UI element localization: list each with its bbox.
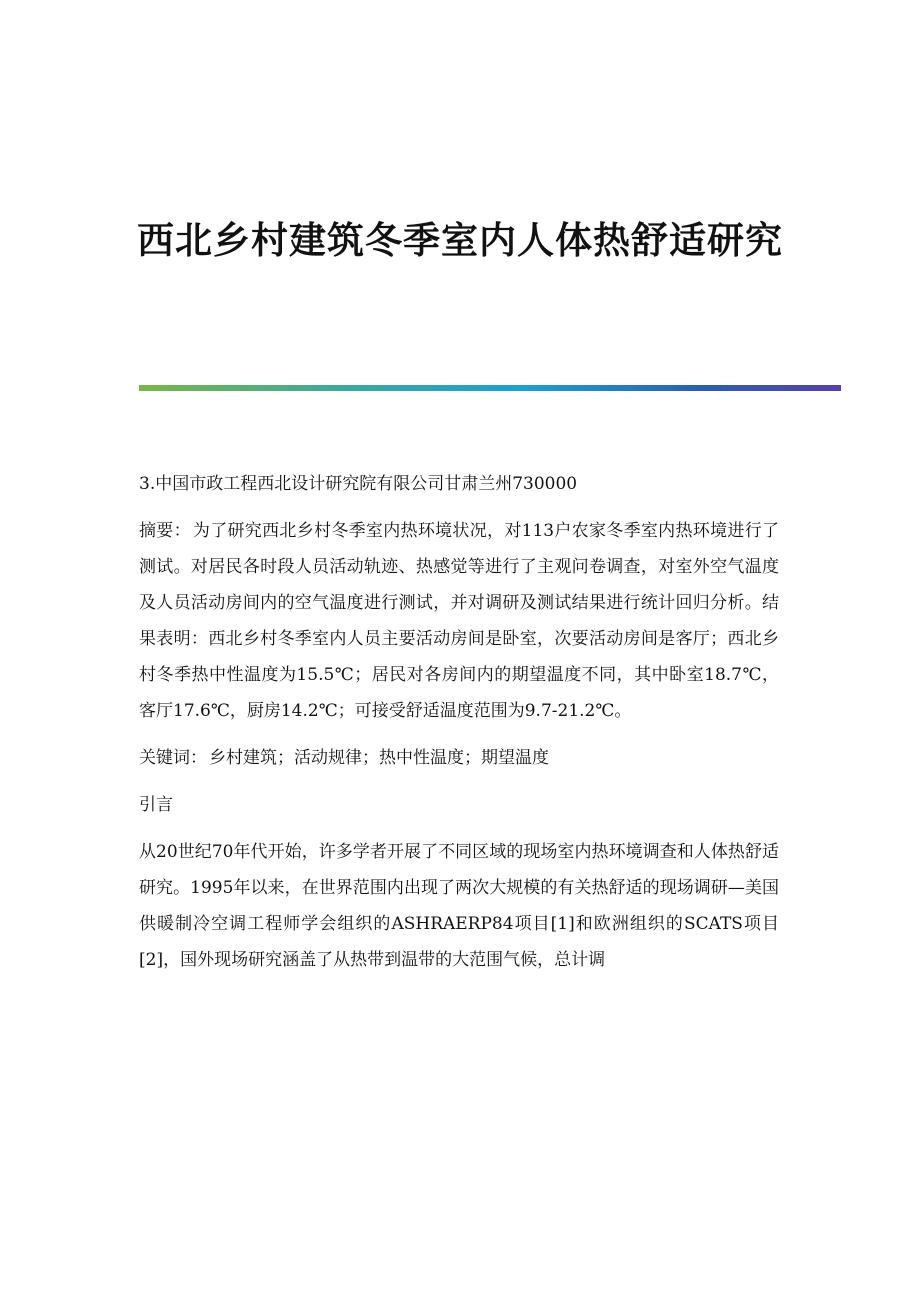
abstract-text: 为了研究西北乡村冬季室内热环境状况，对113户农家冬季室内热环境进行了测试。对居民各时段人员活动轨迹、热感觉等进行了主观问卷调查，对室外空气温度及人员活动房间内的空气温度进行测试，并对调研及测试结果进行统计回归分析。结果表明：西北乡村冬季室内人员主要活动房间是卧室，次要活动房间是客厅；西北乡村冬季热中性温度为15.5℃；居民对各房间内的期望温度不同，其中卧室18.7℃，客厅17.6℃，厨房14.2℃；可接受舒适温度范围为9.7-21.2℃。 — [139, 521, 779, 721]
keywords-text: 乡村建筑；活动规律；热中性温度；期望温度 — [209, 748, 549, 768]
abstract-label: 摘要： — [139, 521, 191, 541]
document-body — [139, 466, 779, 989]
keywords-paragraph — [139, 740, 779, 776]
intro-heading: 引言 — [139, 795, 173, 815]
gradient-divider — [139, 385, 841, 391]
keywords-label: 关键词： — [139, 748, 207, 768]
affiliation: 3.中国市政工程西北设计研究院有限公司甘肃兰州730000 — [139, 474, 578, 494]
document-title: 西北乡村建筑冬季室内人体热舒适研究 — [137, 218, 783, 262]
abstract-paragraph — [139, 513, 779, 729]
intro-paragraph: 从20世纪70年代开始，许多学者开展了不同区域的现场室内热环境调查和人体热舒适研究。1995年以来，在世界范围内出现了两次大规模的有关热舒适的现场调研—美国供暖制冷空调工程师学会组织的ASHRAERP84项目[1]和欧洲组织的SCATS项目[2]，国外现场研究涵盖了从热带到温带的大范围气候，总计调 — [139, 842, 779, 970]
